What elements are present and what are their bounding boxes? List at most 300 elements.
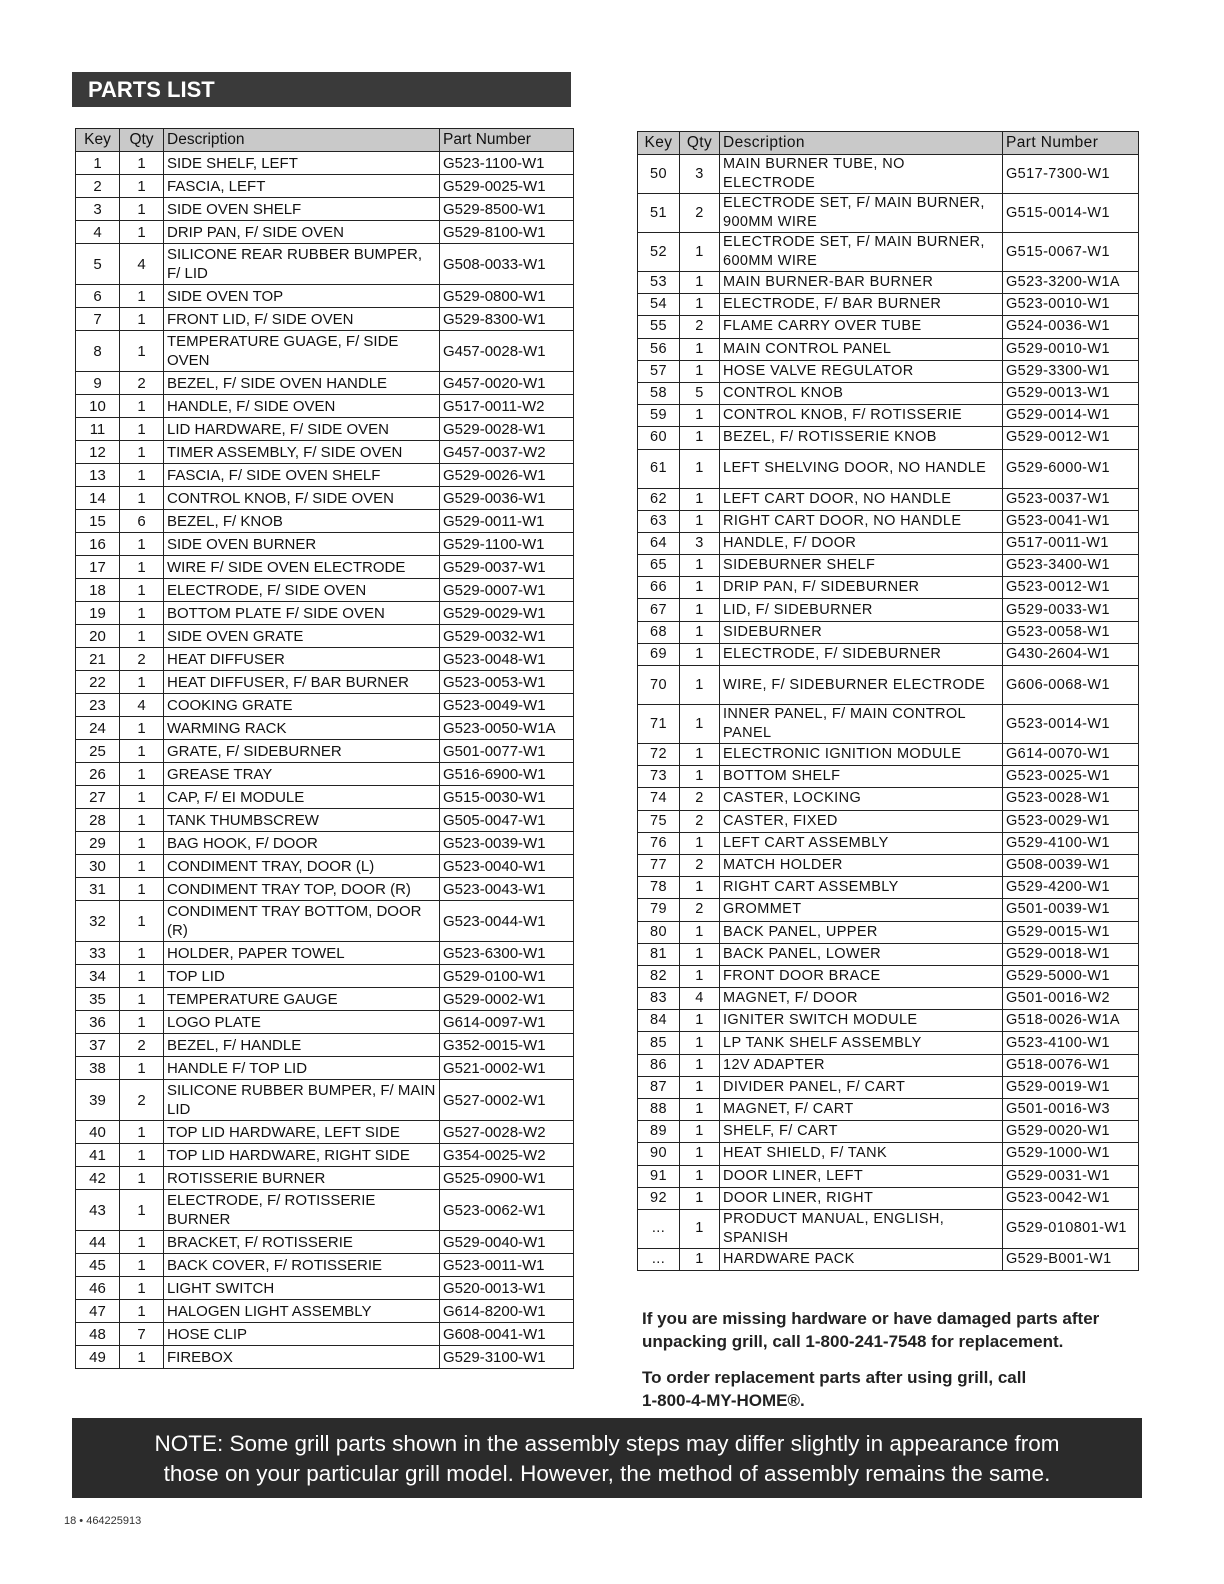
table-row	[638, 1248, 1139, 1270]
table-row	[76, 625, 574, 648]
cell-key: 19	[76, 602, 120, 625]
cell-part-number: G529-0029-W1	[440, 602, 574, 625]
cell-qty: 1	[680, 832, 720, 854]
cell-description: WARMING RACK	[164, 717, 440, 740]
table-row	[76, 533, 574, 556]
table-row	[638, 599, 1139, 621]
cell-description: ELECTRODE SET, F/ MAIN BURNER, 900MM WIRE	[720, 194, 1003, 233]
table-row	[638, 899, 1139, 921]
cell-key: 30	[76, 855, 120, 878]
cell-part-number: G523-0058-W1	[1003, 621, 1139, 643]
cell-description: HANDLE F/ TOP LID	[164, 1057, 440, 1080]
cell-description: INNER PANEL, F/ MAIN CONTROL PANEL	[720, 705, 1003, 744]
cell-qty: 1	[680, 1010, 720, 1032]
cell-key: 18	[76, 579, 120, 602]
cell-description: TOP LID HARDWARE, LEFT SIDE	[164, 1121, 440, 1144]
table-row	[638, 1099, 1139, 1121]
cell-qty: 1	[120, 1254, 164, 1277]
table-row	[638, 766, 1139, 788]
table-row	[76, 372, 574, 395]
cell-key: 13	[76, 464, 120, 487]
cell-description: COOKING GRATE	[164, 694, 440, 717]
cell-key: 74	[638, 788, 680, 810]
cell-part-number: G529-8100-W1	[440, 221, 574, 244]
cell-description: BACK PANEL, LOWER	[720, 943, 1003, 965]
cell-part-number: G529-0036-W1	[440, 487, 574, 510]
cell-description: CASTER, FIXED	[720, 810, 1003, 832]
cell-qty: 1	[120, 533, 164, 556]
table-row	[638, 427, 1139, 449]
table-row	[76, 1057, 574, 1080]
cell-key: 53	[638, 272, 680, 294]
cell-description: CONTROL KNOB, F/ SIDE OVEN	[164, 487, 440, 510]
cell-part-number: G523-0049-W1	[440, 694, 574, 717]
cell-part-number: G529-1000-W1	[1003, 1143, 1139, 1165]
cell-part-number: G529-0033-W1	[1003, 599, 1139, 621]
cell-part-number: G523-0037-W1	[1003, 488, 1139, 510]
cell-part-number: G520-0013-W1	[440, 1277, 574, 1300]
cell-key: 80	[638, 921, 680, 943]
cell-key: 39	[76, 1080, 120, 1121]
table-row	[76, 855, 574, 878]
cell-part-number: G529-0800-W1	[440, 285, 574, 308]
table-row	[76, 1346, 574, 1369]
cell-description: PRODUCT MANUAL, ENGLISH, SPANISH	[720, 1209, 1003, 1248]
table-row	[638, 744, 1139, 766]
cell-part-number: G529-B001-W1	[1003, 1248, 1139, 1270]
table-row	[76, 694, 574, 717]
cell-key: 28	[76, 809, 120, 832]
cell-qty: 1	[120, 556, 164, 579]
cell-qty: 1	[120, 1011, 164, 1034]
cell-part-number: G529-3100-W1	[440, 1346, 574, 1369]
cell-key: 59	[638, 405, 680, 427]
cell-qty: 1	[680, 360, 720, 382]
cell-description: DIVIDER PANEL, F/ CART	[720, 1076, 1003, 1098]
cell-key: 26	[76, 763, 120, 786]
cell-description: RIGHT CART ASSEMBLY	[720, 877, 1003, 899]
cell-part-number: G501-0077-W1	[440, 740, 574, 763]
cell-qty: 1	[680, 965, 720, 987]
cell-key: 11	[76, 418, 120, 441]
cell-key: 1	[76, 152, 120, 175]
cell-key: 17	[76, 556, 120, 579]
cell-part-number: G529-0020-W1	[1003, 1121, 1139, 1143]
table-row	[76, 648, 574, 671]
cell-qty: 1	[120, 901, 164, 942]
cell-description: BRACKET, F/ ROTISSERIE	[164, 1231, 440, 1254]
cell-key: 35	[76, 988, 120, 1011]
cell-part-number: G529-0007-W1	[440, 579, 574, 602]
cell-description: TIMER ASSEMBLY, F/ SIDE OVEN	[164, 441, 440, 464]
cell-part-number: G524-0036-W1	[1003, 316, 1139, 338]
cell-key: 84	[638, 1010, 680, 1032]
cell-description: BOTTOM SHELF	[720, 766, 1003, 788]
table-row	[638, 316, 1139, 338]
column-description: Description	[164, 129, 440, 152]
cell-description: CONDIMENT TRAY TOP, DOOR (R)	[164, 878, 440, 901]
cell-key: 86	[638, 1054, 680, 1076]
cell-description: RIGHT CART DOOR, NO HANDLE	[720, 510, 1003, 532]
cell-key: 65	[638, 555, 680, 577]
cell-qty: 1	[680, 621, 720, 643]
table-row	[638, 194, 1139, 233]
cell-key: 78	[638, 877, 680, 899]
cell-key: 56	[638, 338, 680, 360]
cell-key: 33	[76, 942, 120, 965]
cell-qty: 2	[120, 648, 164, 671]
cell-description: FIREBOX	[164, 1346, 440, 1369]
cell-description: SIDEBURNER SHELF	[720, 555, 1003, 577]
table-row	[76, 1121, 574, 1144]
cell-description: CASTER, LOCKING	[720, 788, 1003, 810]
cell-key: 63	[638, 510, 680, 532]
cell-description: DRIP PAN, F/ SIDEBURNER	[720, 577, 1003, 599]
cell-description: FLAME CARRY OVER TUBE	[720, 316, 1003, 338]
cell-key: 47	[76, 1300, 120, 1323]
cell-part-number: G523-0040-W1	[440, 855, 574, 878]
column-part-number: Part Number	[440, 129, 574, 152]
cell-key: 24	[76, 717, 120, 740]
table-row	[638, 532, 1139, 554]
cell-key: 25	[76, 740, 120, 763]
cell-part-number: G430-2604-W1	[1003, 643, 1139, 665]
cell-key: 69	[638, 643, 680, 665]
table-row	[76, 1011, 574, 1034]
cell-key: 66	[638, 577, 680, 599]
cell-qty: 1	[680, 405, 720, 427]
cell-part-number: G457-0020-W1	[440, 372, 574, 395]
cell-qty: 1	[120, 1231, 164, 1254]
cell-key: 3	[76, 198, 120, 221]
table-row	[76, 1190, 574, 1231]
cell-description: SIDEBURNER	[720, 621, 1003, 643]
cell-part-number: G501-0039-W1	[1003, 899, 1139, 921]
cell-part-number: G529-0028-W1	[440, 418, 574, 441]
cell-qty: 1	[680, 233, 720, 272]
cell-description: BAG HOOK, F/ DOOR	[164, 832, 440, 855]
cell-part-number: G501-0016-W2	[1003, 988, 1139, 1010]
table-row	[76, 671, 574, 694]
cell-description: SIDE OVEN TOP	[164, 285, 440, 308]
cell-description: LID HARDWARE, F/ SIDE OVEN	[164, 418, 440, 441]
cell-key: 91	[638, 1165, 680, 1187]
cell-qty: 1	[120, 418, 164, 441]
table-row	[76, 1167, 574, 1190]
table-row	[638, 666, 1139, 705]
table-row	[76, 1254, 574, 1277]
table-row	[76, 717, 574, 740]
cell-qty: 2	[680, 194, 720, 233]
cell-description: SIDE SHELF, LEFT	[164, 152, 440, 175]
table-row	[638, 577, 1139, 599]
cell-description: FRONT DOOR BRACE	[720, 965, 1003, 987]
cell-key: 83	[638, 988, 680, 1010]
cell-key: 51	[638, 194, 680, 233]
table-row	[638, 510, 1139, 532]
table-row	[76, 221, 574, 244]
cell-part-number: G523-1100-W1	[440, 152, 574, 175]
cell-description: HOSE VALVE REGULATOR	[720, 360, 1003, 382]
cell-qty: 1	[120, 965, 164, 988]
cell-part-number: G529-0019-W1	[1003, 1076, 1139, 1098]
cell-description: CONDIMENT TRAY, DOOR (L)	[164, 855, 440, 878]
cell-description: BEZEL, F/ KNOB	[164, 510, 440, 533]
table-row	[76, 418, 574, 441]
table-row	[76, 988, 574, 1011]
cell-key: 70	[638, 666, 680, 705]
cell-key: 14	[76, 487, 120, 510]
cell-key: 27	[76, 786, 120, 809]
cell-qty: 1	[120, 152, 164, 175]
cell-description: ELECTRONIC IGNITION MODULE	[720, 744, 1003, 766]
cell-qty: 1	[680, 449, 720, 488]
table-row	[76, 487, 574, 510]
cell-qty: 1	[120, 285, 164, 308]
cell-description: SIDE OVEN SHELF	[164, 198, 440, 221]
table-row	[76, 602, 574, 625]
cell-part-number: G529-6000-W1	[1003, 449, 1139, 488]
cell-key: 22	[76, 671, 120, 694]
cell-part-number: G523-0050-W1A	[440, 717, 574, 740]
table-row	[638, 621, 1139, 643]
cell-part-number: G527-0028-W2	[440, 1121, 574, 1144]
cell-key: 72	[638, 744, 680, 766]
cell-key: 71	[638, 705, 680, 744]
cell-key: 38	[76, 1057, 120, 1080]
cell-part-number: G516-6900-W1	[440, 763, 574, 786]
table-row	[638, 921, 1139, 943]
cell-qty: 1	[680, 921, 720, 943]
cell-part-number: G529-0015-W1	[1003, 921, 1139, 943]
cell-part-number: G523-0039-W1	[440, 832, 574, 855]
cell-qty: 1	[680, 943, 720, 965]
table-row	[638, 555, 1139, 577]
order-parts-note	[642, 1366, 1162, 1412]
table-row	[638, 338, 1139, 360]
cell-key: 90	[638, 1143, 680, 1165]
table-row	[76, 285, 574, 308]
cell-key: 76	[638, 832, 680, 854]
table-row	[638, 488, 1139, 510]
cell-qty: 1	[120, 1057, 164, 1080]
cell-qty: 1	[120, 1144, 164, 1167]
cell-key: 81	[638, 943, 680, 965]
cell-description: CONDIMENT TRAY BOTTOM, DOOR (R)	[164, 901, 440, 942]
cell-description: 12V ADAPTER	[720, 1054, 1003, 1076]
cell-qty: 1	[680, 427, 720, 449]
table-row	[638, 155, 1139, 194]
table-row	[76, 901, 574, 942]
cell-qty: 4	[120, 244, 164, 285]
cell-description: HEAT DIFFUSER	[164, 648, 440, 671]
cell-part-number: G508-0033-W1	[440, 244, 574, 285]
table-header-row	[638, 132, 1139, 155]
cell-qty: 1	[120, 1346, 164, 1369]
cell-key: 88	[638, 1099, 680, 1121]
cell-description: ELECTRODE SET, F/ MAIN BURNER, 600MM WIRE	[720, 233, 1003, 272]
cell-qty: 1	[680, 338, 720, 360]
cell-qty: 1	[680, 1121, 720, 1143]
cell-part-number: G517-7300-W1	[1003, 155, 1139, 194]
table-row	[638, 1054, 1139, 1076]
cell-part-number: G529-0011-W1	[440, 510, 574, 533]
cell-description: MAIN CONTROL PANEL	[720, 338, 1003, 360]
cell-part-number: G614-0070-W1	[1003, 744, 1139, 766]
cell-qty: 1	[120, 198, 164, 221]
cell-key: 77	[638, 854, 680, 876]
table-row	[76, 152, 574, 175]
cell-qty: 1	[680, 1187, 720, 1209]
cell-part-number: G505-0047-W1	[440, 809, 574, 832]
cell-key: 52	[638, 233, 680, 272]
cell-part-number: G521-0002-W1	[440, 1057, 574, 1080]
page-footer: 18 • 464225913	[64, 1515, 142, 1527]
cell-qty: 1	[120, 579, 164, 602]
cell-qty: 1	[680, 766, 720, 788]
cell-key: 89	[638, 1121, 680, 1143]
cell-qty: 1	[680, 705, 720, 744]
table-row	[638, 643, 1139, 665]
cell-key: 31	[76, 878, 120, 901]
table-row	[76, 1323, 574, 1346]
cell-part-number: G515-0014-W1	[1003, 194, 1139, 233]
cell-part-number: G614-0097-W1	[440, 1011, 574, 1034]
cell-key: 6	[76, 285, 120, 308]
cell-part-number: G523-0042-W1	[1003, 1187, 1139, 1209]
cell-description: HALOGEN LIGHT ASSEMBLY	[164, 1300, 440, 1323]
cell-key: 42	[76, 1167, 120, 1190]
table-row	[638, 832, 1139, 854]
cell-part-number: G352-0015-W1	[440, 1034, 574, 1057]
cell-key: ...	[638, 1209, 680, 1248]
cell-description: ELECTRODE, F/ ROTISSERIE BURNER	[164, 1190, 440, 1231]
cell-description: SIDE OVEN BURNER	[164, 533, 440, 556]
cell-description: HEAT DIFFUSER, F/ BAR BURNER	[164, 671, 440, 694]
cell-part-number: G529-5000-W1	[1003, 965, 1139, 987]
cell-part-number: G529-4100-W1	[1003, 832, 1139, 854]
cell-key: 41	[76, 1144, 120, 1167]
cell-part-number: G354-0025-W2	[440, 1144, 574, 1167]
cell-qty: 1	[680, 555, 720, 577]
table-row	[638, 1076, 1139, 1098]
cell-part-number: G614-8200-W1	[440, 1300, 574, 1323]
cell-part-number: G529-0002-W1	[440, 988, 574, 1011]
table-row	[638, 272, 1139, 294]
cell-part-number: G527-0002-W1	[440, 1080, 574, 1121]
cell-part-number: G529-8300-W1	[440, 308, 574, 331]
cell-description: SIDE OVEN GRATE	[164, 625, 440, 648]
cell-part-number: G529-0013-W1	[1003, 382, 1139, 404]
table-row	[638, 810, 1139, 832]
cell-description: FRONT LID, F/ SIDE OVEN	[164, 308, 440, 331]
table-row	[76, 331, 574, 372]
cell-qty: 2	[680, 899, 720, 921]
cell-key: 82	[638, 965, 680, 987]
cell-key: 54	[638, 294, 680, 316]
table-row	[76, 510, 574, 533]
cell-description: BOTTOM PLATE F/ SIDE OVEN	[164, 602, 440, 625]
cell-key: 49	[76, 1346, 120, 1369]
cell-description: MAIN BURNER-BAR BURNER	[720, 272, 1003, 294]
table-row	[76, 763, 574, 786]
table-row	[76, 441, 574, 464]
cell-description: LP TANK SHELF ASSEMBLY	[720, 1032, 1003, 1054]
cell-qty: 6	[120, 510, 164, 533]
cell-part-number: G523-0041-W1	[1003, 510, 1139, 532]
cell-qty: 1	[680, 1099, 720, 1121]
cell-part-number: G523-0044-W1	[440, 901, 574, 942]
cell-key: 61	[638, 449, 680, 488]
cell-part-number: G523-4100-W1	[1003, 1032, 1139, 1054]
cell-key: 40	[76, 1121, 120, 1144]
cell-part-number: G523-3200-W1A	[1003, 272, 1139, 294]
table-row	[76, 198, 574, 221]
cell-qty: 1	[120, 878, 164, 901]
cell-part-number: G523-0012-W1	[1003, 577, 1139, 599]
cell-qty: 1	[120, 809, 164, 832]
table-row	[76, 1231, 574, 1254]
column-key: Key	[638, 132, 680, 155]
cell-description: CAP, F/ EI MODULE	[164, 786, 440, 809]
order-phone: 1-800-4-MY-HOME	[642, 1391, 788, 1410]
cell-description: TOP LID	[164, 965, 440, 988]
cell-key: 20	[76, 625, 120, 648]
cell-qty: 1	[120, 763, 164, 786]
cell-description: MAIN BURNER TUBE, NO ELECTRODE	[720, 155, 1003, 194]
cell-qty: 1	[680, 272, 720, 294]
cell-description: MATCH HOLDER	[720, 854, 1003, 876]
cell-qty: 1	[120, 1167, 164, 1190]
table-row	[638, 1209, 1139, 1248]
cell-key: 37	[76, 1034, 120, 1057]
cell-description: BEZEL, F/ ROTISSERIE KNOB	[720, 427, 1003, 449]
table-row	[76, 556, 574, 579]
cell-part-number: G529-4200-W1	[1003, 877, 1139, 899]
cell-description: DRIP PAN, F/ SIDE OVEN	[164, 221, 440, 244]
table-row	[638, 854, 1139, 876]
table-row	[638, 1121, 1139, 1143]
table-row	[638, 233, 1139, 272]
table-row	[638, 1187, 1139, 1209]
cell-description: HARDWARE PACK	[720, 1248, 1003, 1270]
table-row	[76, 832, 574, 855]
cell-description: ROTISSERIE BURNER	[164, 1167, 440, 1190]
cell-part-number: G525-0900-W1	[440, 1167, 574, 1190]
cell-description: TANK THUMBSCREW	[164, 809, 440, 832]
cell-key: 21	[76, 648, 120, 671]
column-key: Key	[76, 129, 120, 152]
cell-qty: 2	[680, 810, 720, 832]
cell-part-number: G523-0011-W1	[440, 1254, 574, 1277]
cell-qty: 2	[680, 854, 720, 876]
cell-description: TOP LID HARDWARE, RIGHT SIDE	[164, 1144, 440, 1167]
cell-description: MAGNET, F/ CART	[720, 1099, 1003, 1121]
cell-qty: 1	[680, 1165, 720, 1187]
cell-part-number: G529-0025-W1	[440, 175, 574, 198]
cell-part-number: G517-0011-W2	[440, 395, 574, 418]
cell-description: SILICONE RUBBER BUMPER, F/ MAIN LID	[164, 1080, 440, 1121]
cell-description: LOGO PLATE	[164, 1011, 440, 1034]
cell-qty: 2	[120, 1034, 164, 1057]
cell-part-number: G518-0026-W1A	[1003, 1010, 1139, 1032]
table-row	[638, 788, 1139, 810]
cell-key: 29	[76, 832, 120, 855]
cell-description: BEZEL, F/ HANDLE	[164, 1034, 440, 1057]
cell-part-number: G529-0014-W1	[1003, 405, 1139, 427]
cell-description: ELECTRODE, F/ BAR BURNER	[720, 294, 1003, 316]
table-row	[76, 464, 574, 487]
